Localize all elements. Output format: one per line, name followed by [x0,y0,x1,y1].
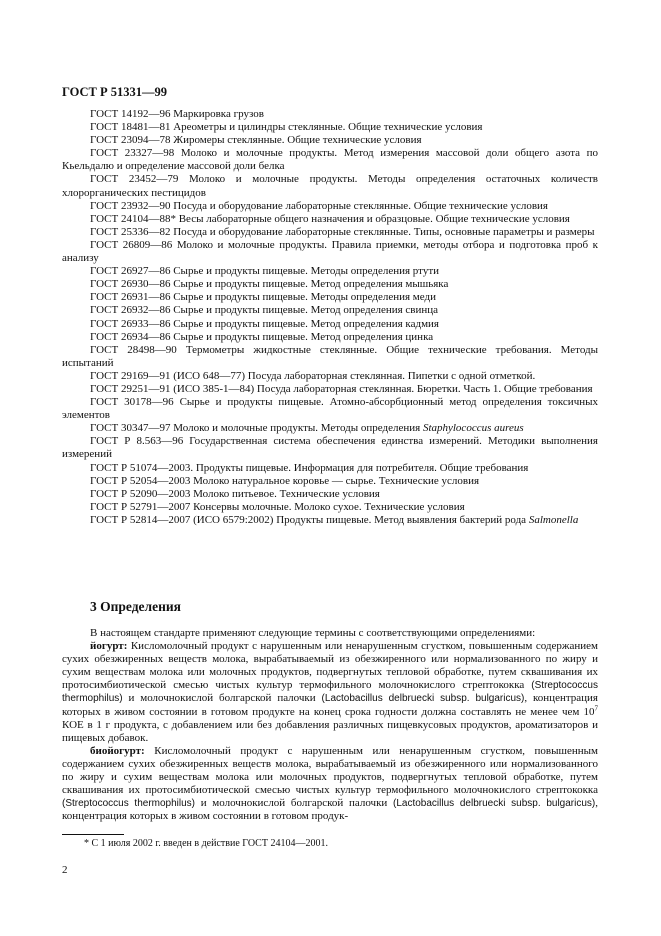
section-title: 3 Определения [90,599,181,614]
footnote: * С 1 июля 2002 г. введен в действие ГОСТ 24104—2001. [84,838,328,849]
reference-item: ГОСТ Р 52054—2003 Молоко натуральное коровье — сырье. Технические условия [90,474,480,487]
reference-item: ГОСТ 26927—86 Сырье и продукты пищевые. Методы определения ртути [90,265,440,278]
definitions-body [62,627,598,823]
reference-item: ГОСТ 23094—78 Жиромеры стеклянные. Общие технические условия [90,134,422,147]
reference-item: ГОСТ 26932—86 Сырье и продукты пищевые. Метод определения свинца [90,304,439,317]
reference-item: ГОСТ Р 52791—2007 Консервы молочные. Молоко сухое. Технические условия [90,500,465,513]
definition-text: , концентрация которых в живом состоянии в готовом продукте на конец срока годности должна составлять не менее чем 10 [62,692,598,718]
reference-text: ГОСТ Р 52814—2007 (ИСО 6579:2002) Продукты пищевые. Метод выявления бактерий рода [90,513,529,526]
reference-item: ГОСТ Р 8.563—96 Государственная система обеспечения единства измерений. Методики выполнения измерений [62,435,598,461]
reference-text: ГОСТ 30347—97 Молоко и молочные продукты. Методы определения [90,422,423,435]
exponent: 7 [594,703,598,712]
definition-text: , концентрация которых в живом состоянии в готовом продук- [62,797,599,823]
page-number: 2 [62,864,68,876]
reference-item: ГОСТ 26809—86 Молоко и молочные продукты. Правила приемки, методы отбора и подготовка проб к анализу [62,238,598,265]
footnote-rule [62,834,124,835]
definition-text: и молочнокислой болгарской палочки [195,797,393,810]
intro-paragraph: В настоящем стандарте применяют следующие термины с соответствующими определениями: [90,627,536,639]
normative-references [62,108,598,527]
definition-yogurt [62,640,598,745]
reference-item: ГОСТ 28498—90 Термометры жидкостные стеклянные. Общие технические требования. Методы испытаний [62,343,598,369]
reference-italic: Salmonella [528,513,579,526]
reference-item: ГОСТ Р 51074—2003. Продукты пищевые. Информация для потребителя. Общие требования [90,461,529,474]
reference-item: ГОСТ 23327—98 Молоко и молочные продукты. Метод измерения массовой доли общего азота по Кьельдалю и определение массовой доли белка [62,147,598,173]
definition-text: КОЕ в 1 г продукта, с добавлением или без добавления различных пищевкусовых продуктов, ароматизаторов и пищевых добавок. [62,718,598,744]
running-header: ГОСТ Р 51331—99 [62,85,168,99]
reference-item: ГОСТ 29169—91 (ИСО 648—77) Посуда лабораторная стеклянная. Пипетки с одной отметкой. [90,369,536,382]
latin-name: (Lactobacillus delbruecki subsp. bulgaricus) [393,798,596,810]
reference-item: ГОСТ Р 52090—2003 Молоко питьевое. Технические условия [90,487,380,500]
reference-item: ГОСТ 14192—96 Маркировка грузов [90,108,264,120]
definition-text: Кисломолочный продукт с нарушенным или ненарушенным сгустком, повышенным содержанием сухих обезжиренных веществ молока, вырабатываемый из обезжиренного или нормализованного по жиру и сухим веществам молока или молочных продуктов, подвергнутых тепловой обработке, путем сквашивания их протосимбиотической смесью чистых культур термофильного молочнокислого стрептококка [62,744,598,797]
latin-name: (Lactobacillus delbruecki subsp. bulgaricus) [321,693,525,705]
reference-item: ГОСТ 26931—86 Сырье и продукты пищевые. Методы определения меди [90,291,436,304]
reference-item: ГОСТ 18481—81 Ареометры и цилиндры стеклянные. Общие технические условия [90,121,483,134]
reference-item: ГОСТ 23452—79 Молоко и молочные продукты. Методы определения остаточных количеств хлорорганических пестицидов [62,173,598,199]
term: биойогурт: [90,744,145,757]
reference-italic: Staphylococcus aureus [422,422,524,435]
latin-name: (Streptococcus thermophilus) [62,680,598,705]
reference-item: ГОСТ 26934—86 Сырье и продукты пищевые. Метод определения цинка [90,330,434,343]
reference-item-52814 [62,514,598,527]
definition-text: Кисломолочный продукт с нарушенным или ненарушенным сгустком, повышенным содержанием сухих обезжиренных веществ молока, вырабатываемый из обезжиренного или нормализованного по жиру и сухим веществам молока или молочных продуктов, подвергнутых тепловой обработке, путем сквашивания их протосимбиотической смесью чистых культур термофильного молочнокислого стрептококка [62,640,598,692]
reference-item: ГОСТ 26930—86 Сырье и продукты пищевые. Метод определения мышьяка [90,278,449,291]
definition-bioyogurt [62,745,598,824]
reference-item: ГОСТ 30178—96 Сырье и продукты пищевые. Атомно-абсорбционный метод определения токсичных элементов [62,396,598,422]
term: йогурт: [90,640,128,653]
reference-item: ГОСТ 29251—91 (ИСО 385-1—84) Посуда лабораторная стеклянная. Бюретки. Часть 1. Общие требования [90,382,593,395]
latin-name: (Streptococcus thermophilus) [62,798,195,810]
definition-text: и молочнокислой болгарской палочки [122,692,322,705]
reference-item: ГОСТ 24104—88* Весы лабораторные общего назначения и образцовые. Общие технические условия [90,212,570,225]
reference-item-30347 [62,422,598,435]
reference-item: ГОСТ 23932—90 Посуда и оборудование лабораторные стеклянные. Общие технические условия [90,199,548,212]
reference-item: ГОСТ 25336—82 Посуда и оборудование лабораторные стеклянные. Типы, основные параметры и размеры [90,225,595,238]
reference-item: ГОСТ 26933—86 Сырье и продукты пищевые. Метод определения кадмия [90,317,439,330]
